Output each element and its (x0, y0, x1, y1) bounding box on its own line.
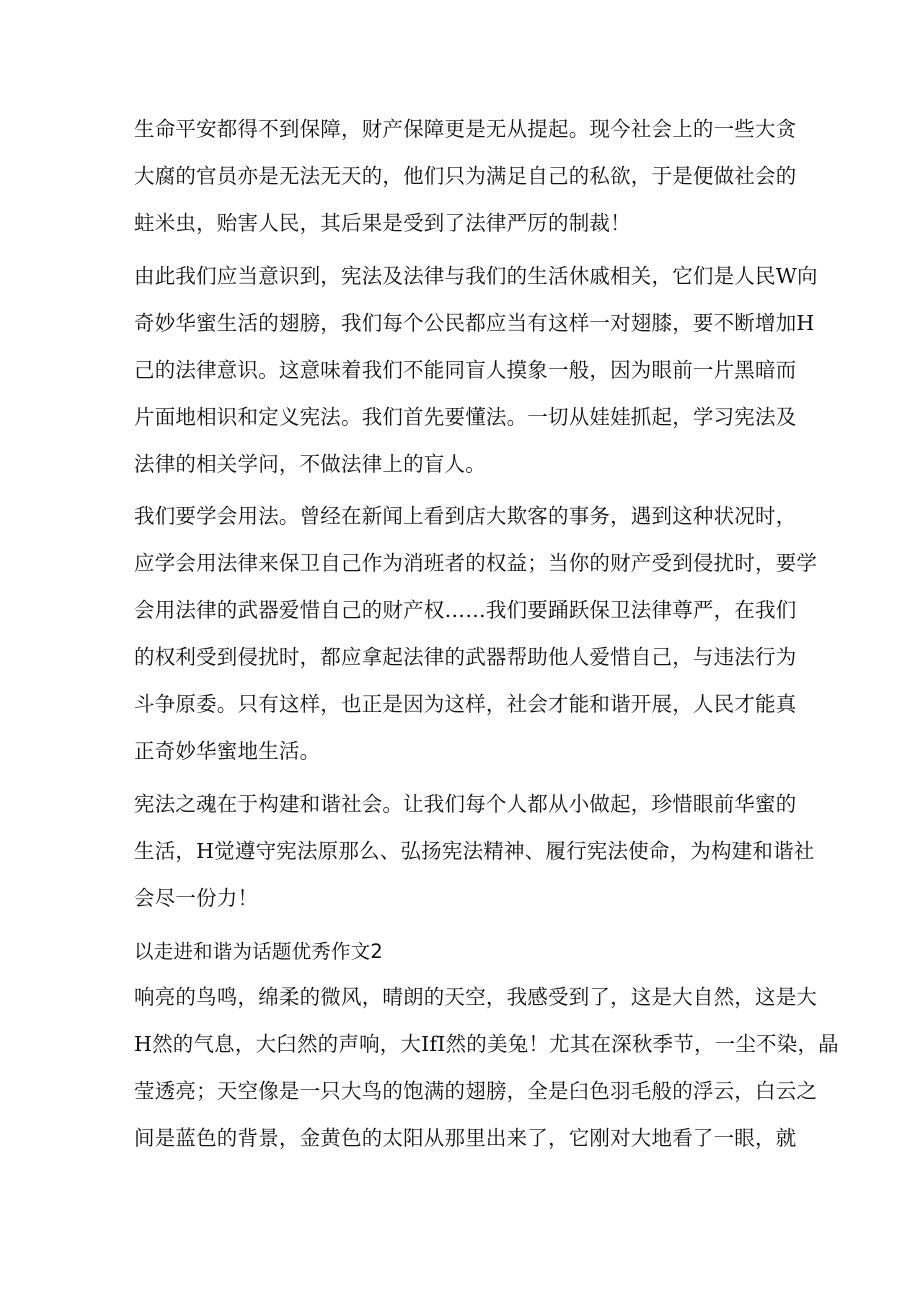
paragraph-4 (134, 781, 815, 922)
heading-text: 以走进和谐为话题优秀作文2 (134, 940, 384, 963)
text-line: 奇妙华蜜生活的翅膀，我们每个公民都应当有这样一对翅膝，要不断增加H (134, 311, 815, 335)
paragraph-5 (134, 974, 839, 1162)
text-line: 正奇妙华蜜地生活。 (134, 739, 321, 763)
text-line: 莹透亮；天空像是一只大鸟的饱满的翅膀，全是臼色羽毛般的浮云，白云之 (134, 1079, 818, 1103)
paragraph-3 (134, 493, 818, 775)
text-line: 蛀米虫，贻害人民，其后果是受到了法律严厉的制裁！ (134, 211, 631, 235)
text-line: 己的法律意识。这意味着我们不能同盲人摸象一般，因为眼前一片黑暗而 (134, 358, 797, 382)
text-line: 生命平安都得不到保障，财产保障更是无从提起。现今社会上的一些大贪 (134, 117, 797, 141)
text-line: 我们要学会用法。曾经在新闻上看到店大欺客的事务，遇到这种状况时， (134, 504, 797, 528)
text-line: 大腐的官员亦是无法无天的，他们只为满足自己的私欲，于是便做社会的 (134, 164, 797, 188)
section-heading (134, 928, 794, 975)
text-line: 生活，H觉遵守宪法原那么、弘扬宪法精神、履行宪法使命，为构建和谐社 (134, 839, 815, 863)
text-line: 宪法之魂在于构建和谐社会。让我们每个人都从小做起，珍惜眼前华蜜的 (134, 792, 797, 816)
text-line: 会尽一份力！ (134, 886, 259, 910)
text-line: 法律的相关学问，不做法律上的盲人。 (134, 452, 486, 476)
text-line: 应学会用法律来保卫自己作为消班者的权益；当你的财产受到侵扰时，要学 (134, 551, 818, 575)
paragraph-2 (134, 253, 818, 488)
text-line: 会用法律的武器爱惜自己的财产权……我们要踊跃保卫法律尊严，在我们 (134, 598, 797, 622)
text-line: 响亮的鸟鸣，绵柔的微风，晴朗的天空，我感受到了，这是大自然，这是大 (134, 985, 818, 1009)
paragraph-1 (134, 106, 797, 247)
text-line: 由此我们应当意识到，宪法及法律与我们的生活休戚相关，它们是人民W向 (134, 264, 818, 288)
text-line: 片面地相识和定义宪法。我们首先要懂法。一切从娃娃抓起，学习宪法及 (134, 405, 797, 429)
text-line: H然的气息，大臼然的声响，大IfI然的美兔！尤其在深秋季节，一尘不染，晶 (134, 1032, 839, 1056)
text-line: 斗争原委。只有这样，也正是因为这样，社会才能和谐开展，人民才能真 (134, 692, 797, 716)
text-line: 间是蓝色的背景，金黄色的太阳从那里出来了，它刚对大地看了一眼，就 (134, 1126, 797, 1150)
text-line: 的权利受到侵扰时，都应拿起法律的武器帮助他人爱惜自己，与违法行为 (134, 645, 797, 669)
